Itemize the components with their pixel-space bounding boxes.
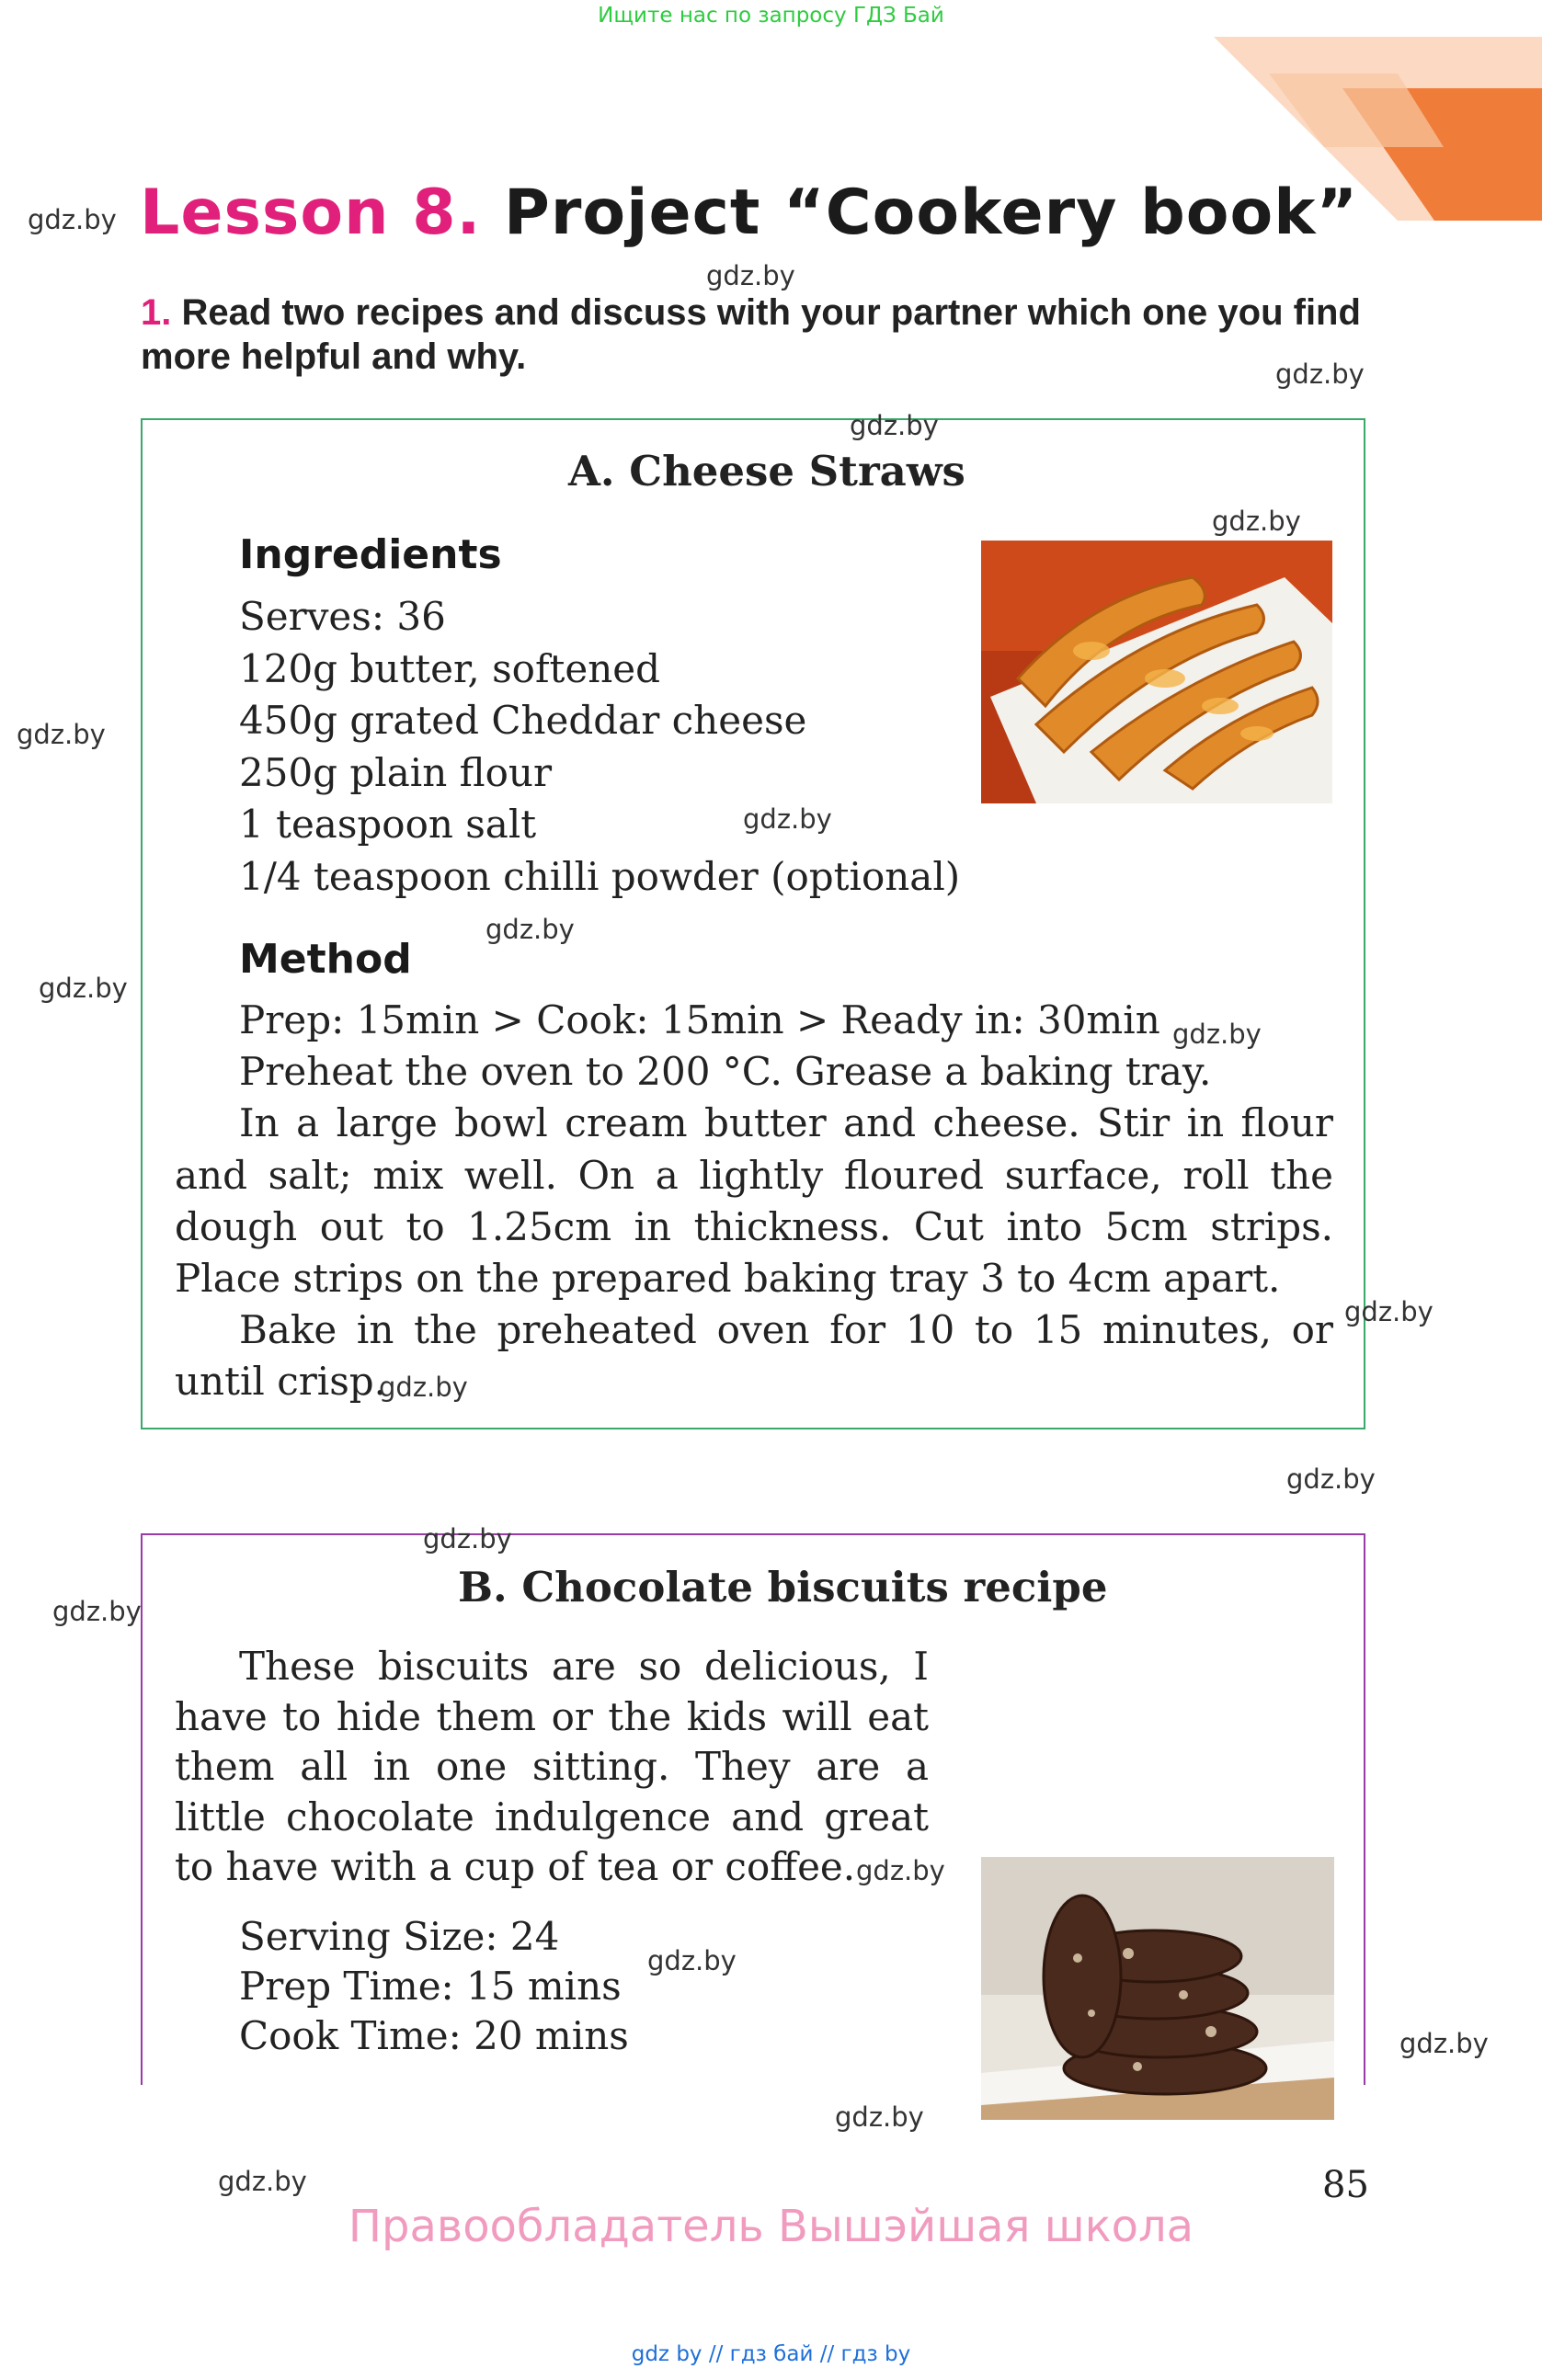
ingredient-item: 1 teaspoon salt (239, 802, 537, 848)
lesson-name: Project “Cookery book” (504, 177, 1359, 249)
recipe-b-stats (239, 1912, 629, 2061)
watermark: gdz.by (52, 1596, 142, 1627)
watermark: gdz.by (379, 1372, 468, 1403)
ingredients-list (239, 591, 960, 904)
watermark: gdz.by (218, 2166, 307, 2197)
top-banner: Ищите нас по запросу ГДЗ Бай (598, 4, 944, 28)
page-number: 85 (1322, 2164, 1369, 2206)
ingredient-item: 120g butter, softened (239, 645, 661, 691)
watermark: gdz.by (647, 1945, 737, 1976)
stat-item: Cook Time: 20 mins (239, 2013, 629, 2058)
watermark: gdz.by (1344, 1296, 1433, 1327)
intro-paragraph: These biscuits are so delicious, I have to hide them or the kids will eat them all in one sitting. They are a little chocolate indulgence and great to have with a cup of tea or coffee. (175, 1644, 929, 1889)
watermark: gdz.by (706, 260, 795, 291)
method-timing: Prep: 15min > Cook: 15min > Ready in: 30min (239, 997, 1160, 1042)
watermark: gdz.by (1286, 1463, 1376, 1495)
copyright-notice: Правообладатель Вышэйшая школа (348, 2201, 1194, 2252)
ingredient-item: 1/4 teaspoon chilli powder (optional) (239, 853, 961, 899)
watermark: gdz.by (1399, 2028, 1489, 2059)
recipe-b-intro (175, 1642, 929, 1893)
watermark: gdz.by (423, 1523, 512, 1554)
lesson-title (140, 177, 1358, 249)
cheese-straws-photo (981, 541, 1332, 803)
watermark: gdz.by (17, 719, 106, 750)
ingredient-item: 250g plain flour (239, 749, 553, 795)
recipe-a-title: A. Cheese Straws (568, 447, 965, 495)
method-step: Preheat the oven to 200 °C. Grease a baking tray. (239, 1049, 1212, 1095)
watermark: gdz.by (850, 410, 939, 441)
watermark: gdz.by (743, 803, 832, 835)
task-instruction (141, 290, 1370, 379)
watermark: gdz.by (485, 914, 575, 945)
chocolate-biscuits-photo (981, 1857, 1334, 2120)
stat-item: Prep Time: 15 mins (239, 1964, 622, 2009)
watermark: gdz.by (1172, 1019, 1262, 1050)
task-number: 1. (141, 292, 172, 333)
watermark: gdz.by (856, 1855, 945, 1886)
lesson-number: Lesson 8. (140, 177, 482, 249)
stat-item: Serving Size: 24 (239, 1914, 560, 1959)
ingredient-item: 450g grated Cheddar cheese (239, 698, 807, 744)
watermark: gdz.by (39, 973, 128, 1004)
watermark: gdz.by (1275, 359, 1365, 390)
method-step: In a large bowl cream butter and cheese. Stir in flour and salt; mix well. On a lightly floured surface, roll the dough out to 1.25cm in thickness. Cut into 5cm strips. Place strips on the prepared baking tray 3 to 4cm apart. (175, 1100, 1333, 1302)
method-heading: Method (239, 936, 412, 983)
watermark: gdz.by (835, 2101, 924, 2133)
recipe-b-title: B. Chocolate biscuits recipe (458, 1563, 1108, 1611)
footer-links[interactable]: gdz by // гдз бай // гдз by (631, 2342, 911, 2366)
method-step: Bake in the preheated oven for 10 to 15 minutes, or until crisp. (175, 1307, 1333, 1405)
method-text (175, 995, 1333, 1408)
task-text: Read two recipes and discuss with your partner which one you find more helpful and why. (141, 292, 1361, 377)
watermark: gdz.by (28, 204, 117, 235)
ingredient-item: Serves: 36 (239, 594, 446, 639)
watermark: gdz.by (1212, 506, 1301, 537)
ingredients-heading: Ingredients (239, 531, 502, 578)
